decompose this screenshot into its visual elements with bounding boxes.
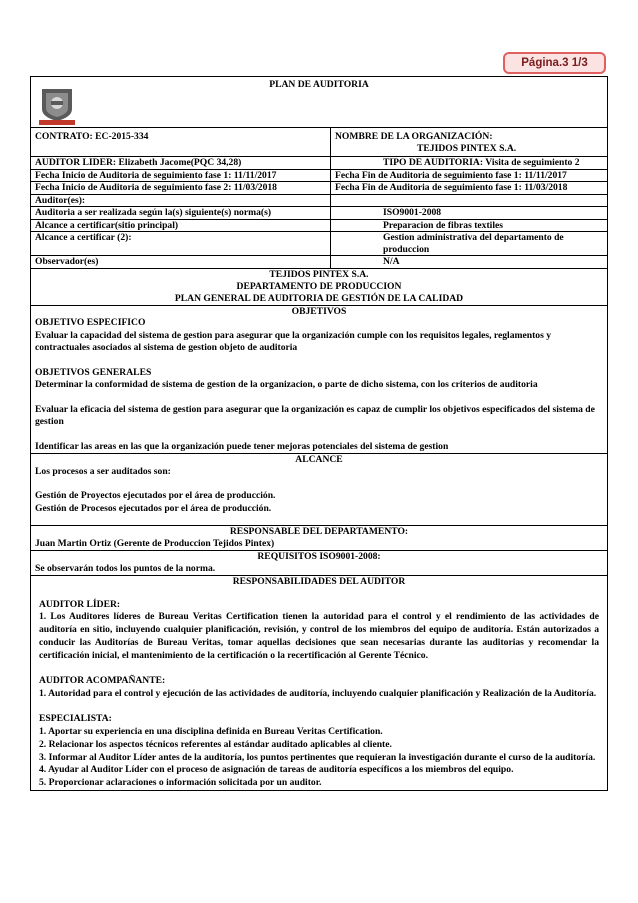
scope-2-value [331, 232, 607, 255]
plan-company: TEJIDOS PINTEX S.A. [269, 268, 369, 280]
audit-type: TIPO DE AUDITORIA: Visita de seguimiento 2 [383, 157, 580, 168]
scope-2-label: Alcance a certificar (2): [31, 232, 331, 255]
organization-name: TEJIDOS PINTEX S.A. [417, 142, 517, 154]
main-scope-value: Preparacion de fibras textiles [383, 219, 503, 231]
responsable-name: Juan Martin Ortiz (Gerente de Produccion Tejidos Pintex) [35, 537, 275, 549]
standard-label: Auditoria a ser realizada según la(s) siguiente(s) norma(s) [31, 207, 331, 219]
info-row-observers [31, 255, 607, 268]
especialista-item-4: 4. Ayudar al Auditor Líder con el proceso de asignación de tareas de auditoría específicos a los miembros del equipo. [39, 764, 514, 776]
auditor-lider-title: AUDITOR LÍDER: [39, 598, 121, 610]
alcance-heading: ALCANCE [295, 454, 343, 465]
plan-heading [31, 268, 607, 305]
objetivo-especifico-title: OBJETIVO ESPECIFICO [35, 317, 146, 328]
requisitos-text: Se observarán todos los puntos de la norma. [35, 562, 216, 574]
contract-number: CONTRATO: EC-2015-334 [31, 128, 331, 156]
objetivos-heading: OBJETIVOS [291, 305, 347, 317]
objetivo-general-2: Evaluar la eficacia del sistema de gestion para asegurar que la organización es capaz de cumplir los objetivos especificados del sistema de gestion [35, 403, 595, 427]
especialista-title: ESPECIALISTA: [39, 712, 112, 724]
scope-2-line2: produccion [383, 243, 430, 255]
info-row-main-scope [31, 219, 607, 232]
info-row-phase2-dates [31, 181, 607, 194]
plan-department: DEPARTAMENTO DE PRODUCCION [236, 280, 402, 292]
especialista-item-1: 1. Aportar su experiencia en una disciplina definida en Bureau Veritas Certification. [39, 725, 383, 737]
phase2-start-date: Fecha Inicio de Auditoria de seguimiento fase 2: 11/03/2018 [31, 182, 331, 194]
objetivos-section [31, 305, 607, 454]
audit-plan-document [30, 76, 608, 791]
plan-title: PLAN GENERAL DE AUDITORIA DE GESTIÓN DE LA CALIDAD [174, 292, 464, 304]
observers-value: N/A [383, 256, 400, 267]
document-title: PLAN DE AUDITORIA [269, 79, 369, 90]
responsabilidades-heading: RESPONSABILIDADES DEL AUDITOR [232, 576, 406, 587]
auditors-value [331, 195, 607, 207]
alcance-item-1: Gestión de Proyectos ejecutados por el área de producción. [35, 490, 276, 501]
auditor-acompanante-text: 1. Autoridad para el control y ejecución de las actividades de auditoría, incluyendo cualquier planificación y Realización de la Auditoría. [39, 687, 597, 699]
phase1-start-date: Fecha Inicio de Auditoria de seguimiento fase 1: 11/11/2017 [31, 170, 331, 182]
requisitos-heading: REQUISITOS ISO9001-2008: [257, 551, 381, 562]
info-row-scope-2 [31, 231, 607, 255]
especialista-item-3: 3. Informar al Auditor Líder antes de la auditoría, los puntos pertinentes que requieran la investigación durante el curso de la auditoría. [39, 751, 596, 763]
auditor-acompanante-title: AUDITOR ACOMPAÑANTE: [39, 675, 166, 687]
organization-label [331, 128, 607, 156]
info-row-contract [31, 127, 607, 156]
info-row-lead-auditor [31, 156, 607, 169]
requisitos-section [31, 550, 607, 575]
observers-label: Observador(es) [31, 256, 331, 268]
objetivos-generales-title: OBJETIVOS GENERALES [35, 366, 152, 378]
responsable-heading: RESPONSABLE DEL DEPARTAMENTO: [229, 526, 409, 537]
responsabilidades-section [31, 575, 607, 790]
responsable-section [31, 525, 607, 550]
document-header [31, 77, 607, 127]
info-row-phase1-dates [31, 169, 607, 182]
objetivo-especifico-text: Evaluar la capacidad del sistema de gestion para asegurar que la organización cumple con los requisitos legales, reglamentos y contractuales asociados al sistema de gestion objeto de auditoria [35, 329, 552, 353]
alcance-intro: Los procesos a ser auditados son: [35, 465, 171, 477]
especialista-item-5: 5. Proporcionar aclaraciones o información solicitada por un auditor. [39, 777, 322, 789]
phase1-end-date: Fecha Fin de Auditoria de seguimiento fase 1: 11/11/2017 [335, 169, 567, 181]
phase2-end-date: Fecha Fin de Auditoria de seguimiento fase 1: 11/03/2018 [335, 182, 568, 193]
lead-auditor: AUDITOR LIDER: Elizabeth Jacome(PQC 34,28) [31, 157, 331, 169]
alcance-section [31, 453, 607, 525]
auditors-label: Auditor(es): [31, 195, 331, 207]
bureau-veritas-logo [37, 85, 77, 125]
especialista-item-2: 2. Relacionar los aspectos técnicos referentes al estándar auditado aplicables al cliente. [39, 738, 392, 750]
alcance-item-2: Gestión de Procesos ejecutados por el área de producción. [35, 502, 272, 514]
objetivo-general-1: Determinar la conformidad de sistema de gestion de la organizacion, o parte de dicho sistema, con los criterios de auditoria [35, 379, 538, 390]
info-row-standard [31, 206, 607, 219]
auditor-lider-text: 1. Los Auditores líderes de Bureau Veritas Certification tienen la autoridad para el control y el rendimiento de las actividades de auditoría en sitio, incluyendo cualquier planificación, revisión, y control de los miembros del equipo de auditoría. Están autorizados a conducir las Auditorías de Bureau Veritas, tomar aquellas decisiones que sean necesarias durante las auditorias y recomendar la certificación inicial, el mantenimiento de la certificación o la recertificación al Gerente Técnico. [39, 611, 599, 662]
main-scope-label: Alcance a certificar(sitio principal) [31, 220, 331, 232]
scope-2-line1: Gestion administrativa del departamento de [383, 232, 564, 243]
standard-value: ISO9001-2008 [383, 207, 442, 218]
organization-label-text: NOMBRE DE LA ORGANIZACIÓN: [335, 131, 493, 142]
objetivo-general-3: Identificar las areas en las que la organización puede tener mejoras potenciales del sistema de gestion [35, 440, 449, 452]
info-row-auditors [31, 194, 607, 207]
page-number-badge: Página.3 1/3 [503, 52, 606, 74]
